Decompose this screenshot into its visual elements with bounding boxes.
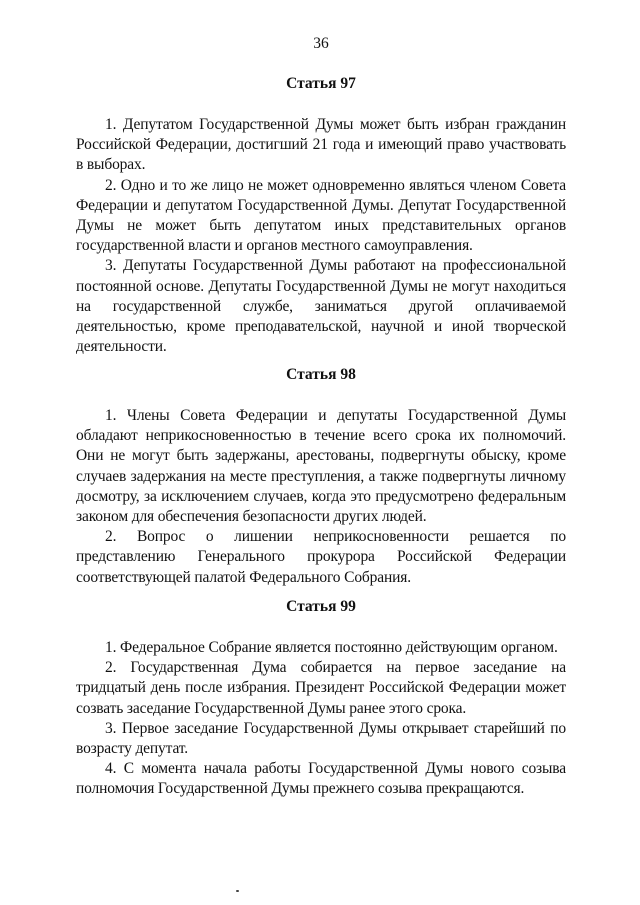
- paragraph: 1. Члены Совета Федерации и депутаты Государственной Думы обладают неприкосновенностью в течение всего срока их полномочий. Они не могут быть задержаны, арестованы, подвергнуты обыску, кроме случаев задержания на месте преступления, а также подвергнуты личному досмотру, за исключением случаев, когда это предусмотрено федеральным законом для обеспечения безопасности других людей.: [76, 407, 566, 526]
- article-body: [76, 406, 566, 588]
- paragraph: 4. С момента начала работы Государственной Думы нового созыва полномочия Государственной Думы прежнего созыва прекращаются.: [76, 760, 566, 798]
- article-title: Статья 97: [286, 75, 356, 92]
- article-title: Статья 99: [286, 598, 356, 615]
- article-98: [76, 365, 566, 588]
- article-99: [76, 597, 566, 800]
- paragraph: 1. Депутатом Государственной Думы может быть избран гражданин Российской Федерации, достигший 21 года и имеющий право участвовать в выборах.: [76, 116, 566, 174]
- paragraph: 3. Первое заседание Государственной Думы открывает старейший по возрасту депутат.: [76, 719, 566, 758]
- document-page: [76, 0, 566, 905]
- paragraph: 1. Федеральное Собрание является постоянно действующим органом.: [105, 639, 558, 656]
- paragraph: 2. Государственная Дума собирается на первое заседание на тридцатый день после избрания. Президент Российской Федерации может созвать заседание Государственной Думы ранее этого срока.: [76, 659, 566, 717]
- scan-speck: [236, 890, 239, 892]
- page-number: 36: [313, 35, 329, 52]
- article-body: [76, 115, 566, 357]
- article-97: [76, 74, 566, 357]
- paragraph: 2. Вопрос о лишении неприкосновенности решается по представлению Генерального прокурора Российской Федерации соответствующей палатой Федерального Собрания.: [76, 528, 566, 586]
- paragraph: 2. Одно и то же лицо не может одновременно являться членом Совета Федерации и депутатом Государственной Думы. Депутат Государственной Думы не может быть депутатом иных представительных органов государственной власти и органов местного самоуправления.: [76, 176, 566, 255]
- paragraph: 3. Депутаты Государственной Думы работают на профессиональной постоянной основе. Депутаты Государственной Думы не могут находиться на государственной службе, заниматься другой оплачиваемой деятельностью, кроме преподавательской, научной и иной творческой деятельности.: [76, 257, 566, 356]
- article-body: [76, 638, 566, 800]
- article-title: Статья 98: [286, 366, 356, 383]
